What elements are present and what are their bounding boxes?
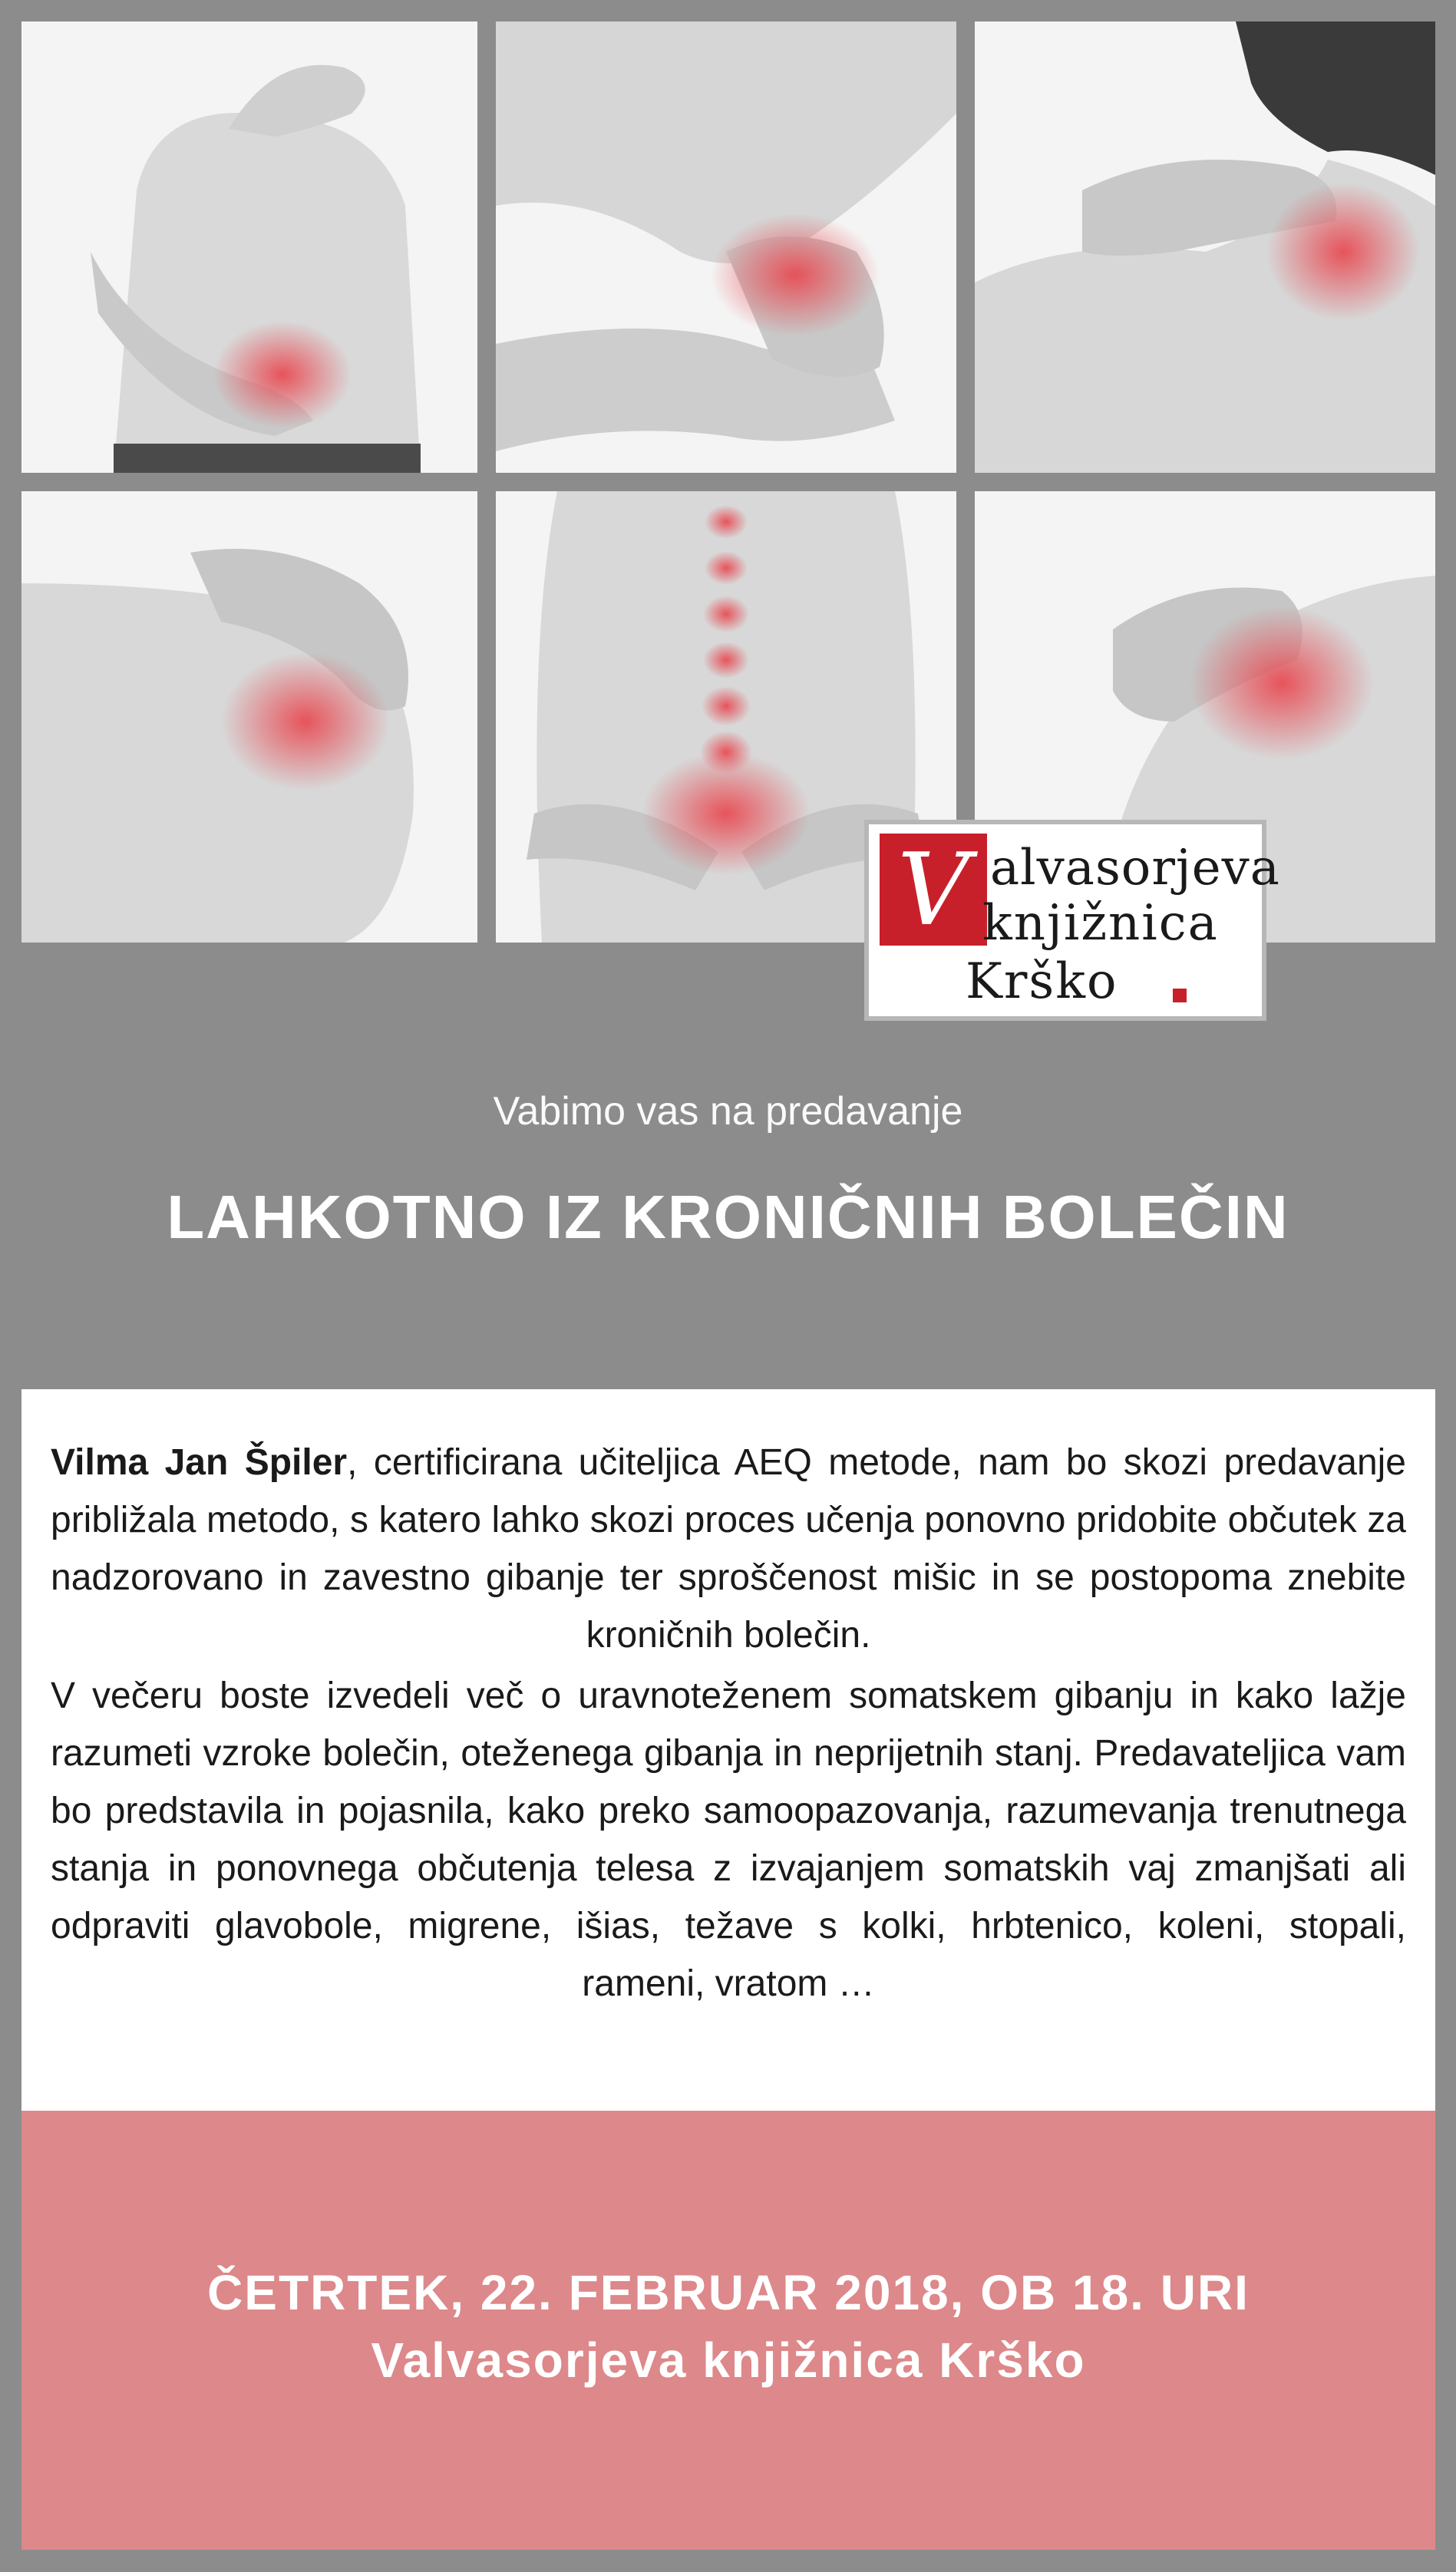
description-paragraph-1 <box>51 1434 1406 1664</box>
description-paragraph-2: V večeru boste izvedeli več o uravnoteženem somatskem gibanju in kako lažje razumeti vzroke bolečin, oteženega gibanja in neprijetnih stanj. Predavateljica vam bo predstavila in pojasnila, kako preko samoopazovanja, razumevanja trenutnega stanja in ponovnega občutenja telesa z izvajanjem somatskih vaj zmanjšati ali odpraviti glavobole, migrene, išias, težave s kolki, hrbtenico, koleni, stopali, rameni, vratom … <box>51 1676 1406 2004</box>
logo-line-1: alvasorjeva <box>990 840 1280 896</box>
speaker-name: Vilma Jan Špiler <box>51 1442 348 1483</box>
event-place: Valvasorjeva knjižnica Krško <box>371 2333 1086 2388</box>
event-details-band <box>21 2111 1435 2550</box>
paragraph-1-text: , certificirana učiteljica AEQ metode, nam bo skozi predavanje približala metodo, s katero lahko skozi proces učenja ponovno pridobite občutek za nadzorovano in zavestno gibanje ter sproščenost mišic in se postopoma znebite kroničnih bolečin. <box>51 1442 1406 1656</box>
event-title: LAHKOTNO IZ KRONIČNIH BOLEČIN <box>167 1183 1289 1251</box>
elbow-pain-photo <box>496 21 956 473</box>
logo-line-3: Krško <box>966 953 1118 1010</box>
neck-pain-photo <box>975 21 1435 473</box>
logo-line-2: knjižnica <box>982 895 1219 952</box>
library-logo <box>864 820 1280 1021</box>
description-panel <box>21 1389 1435 2111</box>
photo-grid <box>21 21 1435 943</box>
svg-text:V: V <box>897 834 969 946</box>
invite-line: Vabimo vas na predavanje <box>493 1089 963 1134</box>
event-date: ČETRTEK, 22. FEBRUAR 2018, OB 18. URI <box>207 2265 1250 2320</box>
knee-pain-photo <box>21 491 477 943</box>
logo-emblem <box>880 834 987 946</box>
logo-dot <box>1173 989 1187 1002</box>
back-shoulder-pain-photo <box>21 21 477 473</box>
